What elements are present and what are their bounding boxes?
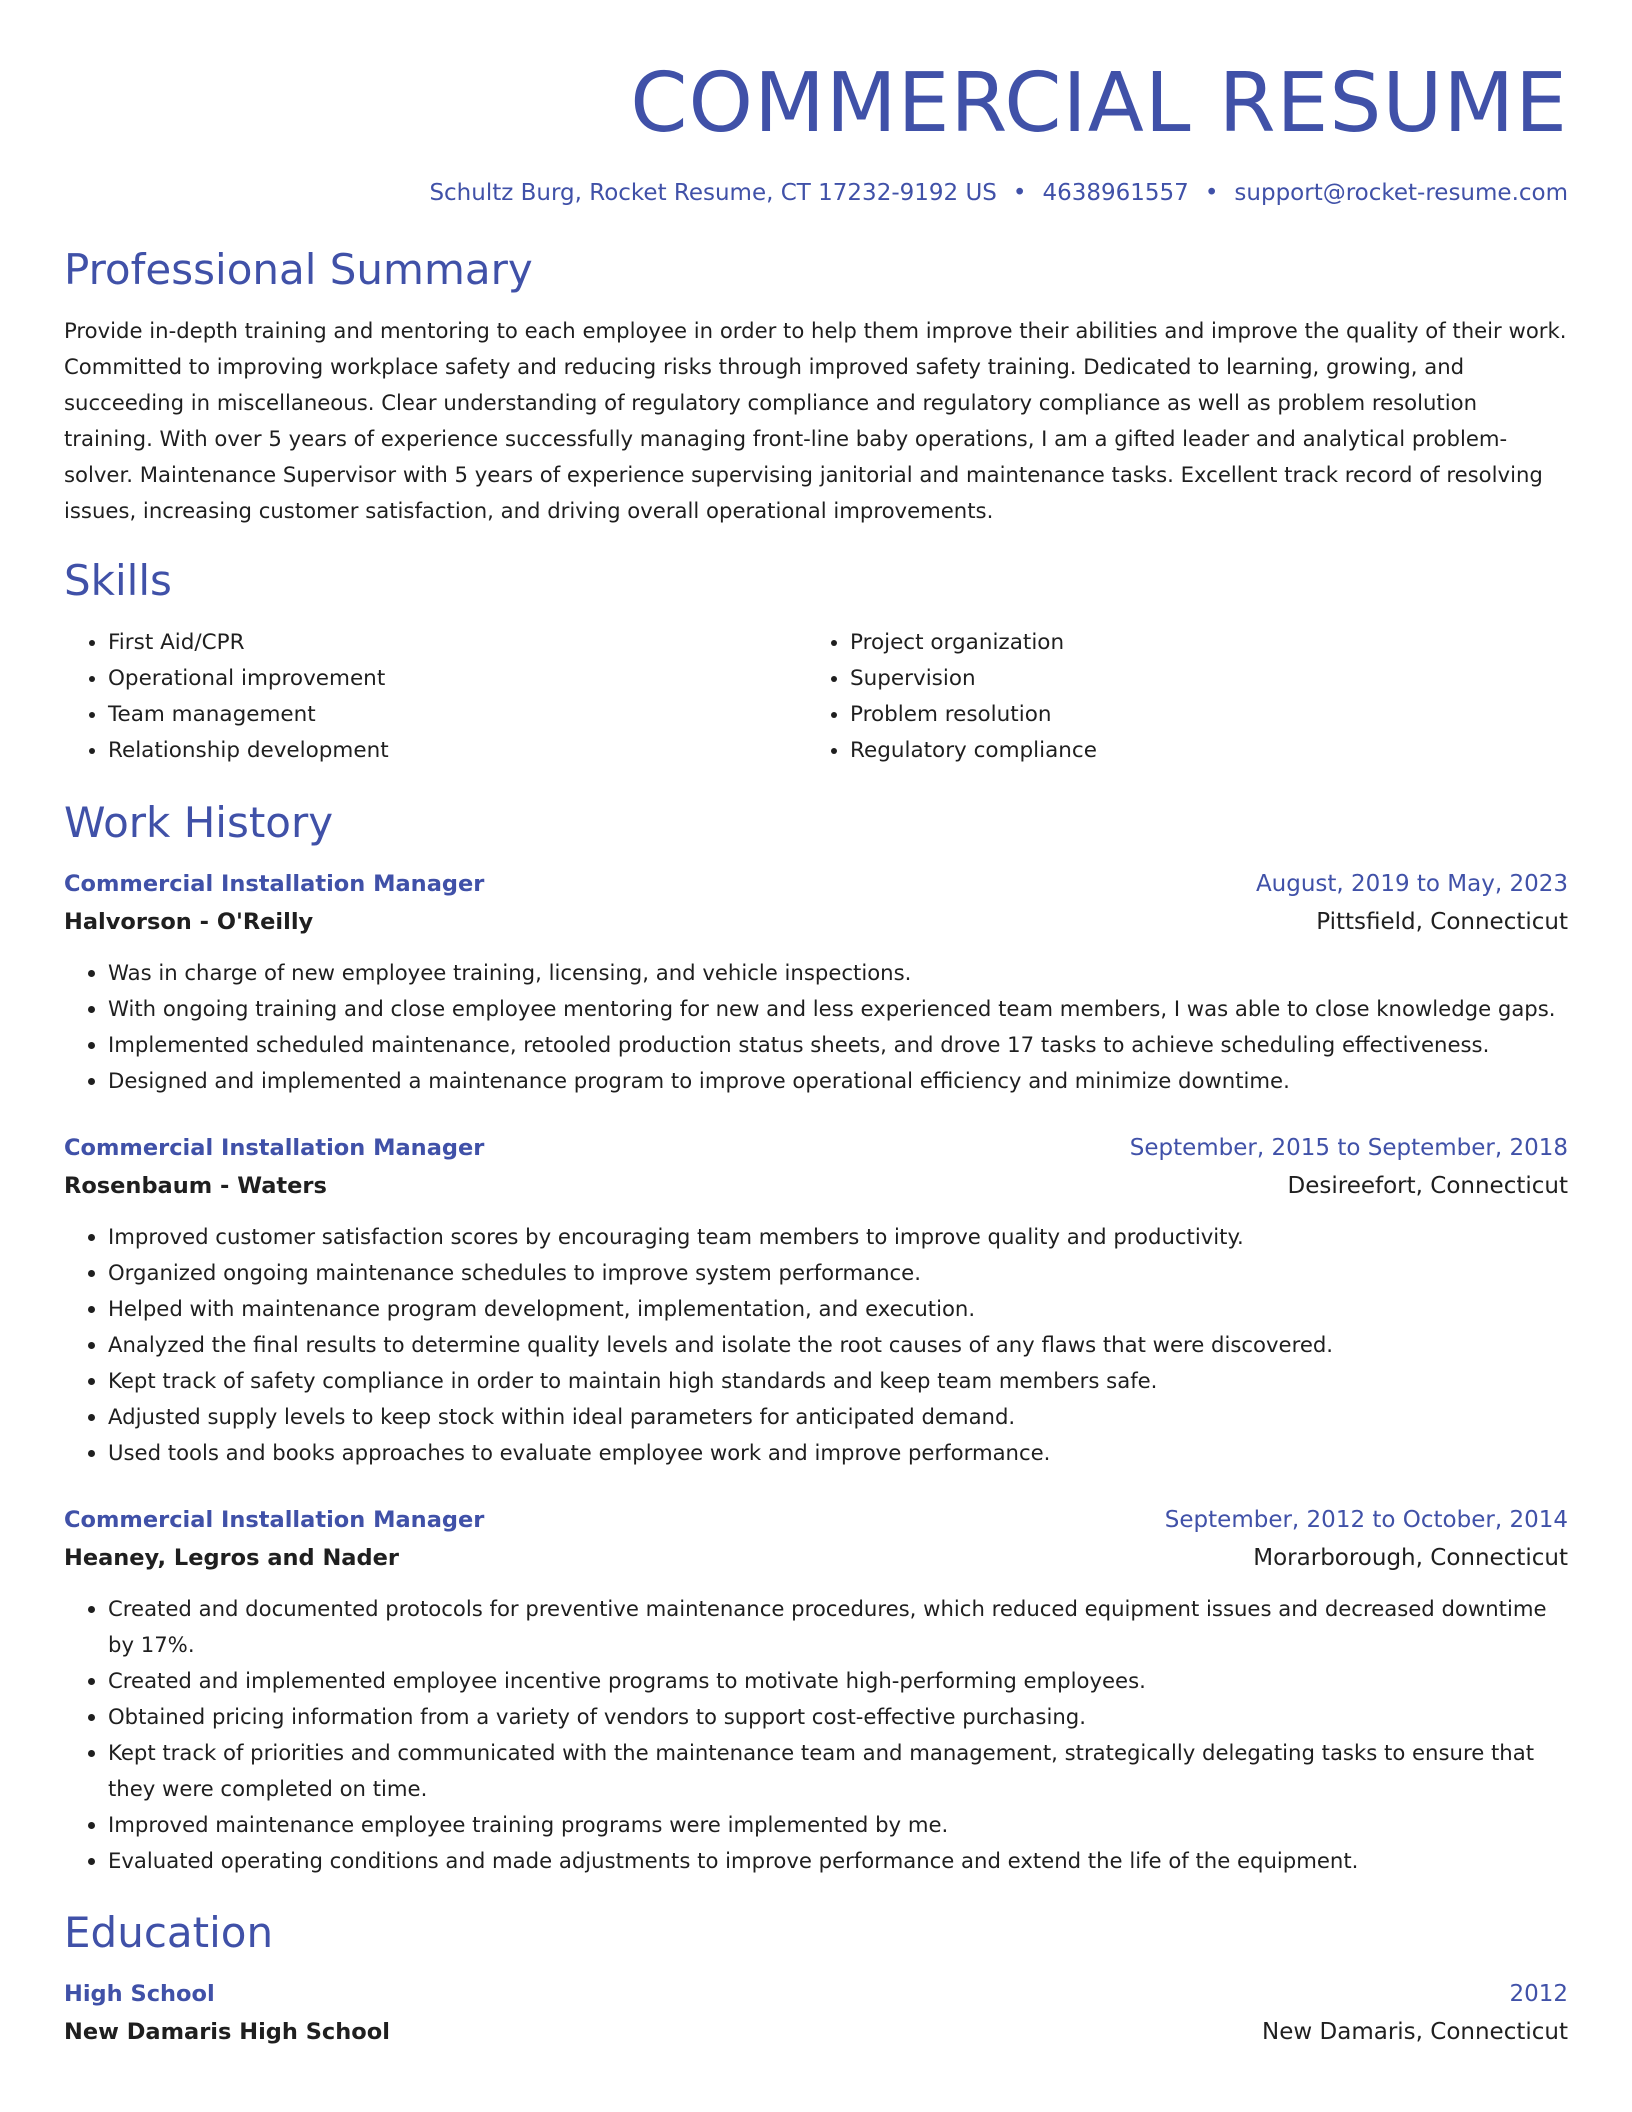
- contact-separator: •: [1204, 180, 1219, 206]
- bullet-item: • Improved maintenance employee training programs were implemented by me.: [108, 1807, 1568, 1843]
- job-location: Pittsfield, Connecticut: [1316, 909, 1568, 935]
- summary-heading: Professional Summary: [64, 245, 533, 294]
- contact-separator: •: [1012, 180, 1027, 206]
- job-dates: August, 2019 to May, 2023: [1255, 871, 1568, 897]
- job-bullets: [64, 955, 1568, 1099]
- contact-email: support@rocket-resume.com: [1234, 180, 1568, 206]
- bullet-item: • Designed and implemented a maintenance program to improve operational efficiency and minimize downtime.: [108, 1063, 1568, 1099]
- bullet-item: • Kept track of priorities and communicated with the maintenance team and management, strategically delegating tasks to ensure that they were completed on time.: [108, 1735, 1568, 1807]
- skills-column-right: [806, 625, 1548, 769]
- job-location: Morarborough, Connecticut: [1253, 1545, 1568, 1571]
- job-title: Commercial Installation Manager: [64, 871, 485, 897]
- job-employer: Rosenbaum - Waters: [64, 1173, 327, 1199]
- bullet-item: • Evaluated operating conditions and made adjustments to improve performance and extend the life of the equipment.: [108, 1843, 1568, 1879]
- bullet-item: • Was in charge of new employee training, licensing, and vehicle inspections.: [108, 955, 1568, 991]
- job-entry: [64, 865, 1568, 1099]
- contact-phone: 4638961557: [1042, 180, 1189, 206]
- skills-list: [64, 625, 1568, 769]
- bullet-item: • Organized ongoing maintenance schedules to improve system performance.: [108, 1255, 1568, 1291]
- bullet-item: • With ongoing training and close employee mentoring for new and less experienced team members, I was able to close knowledge gaps.: [108, 991, 1568, 1027]
- job-entry: [64, 1501, 1568, 1879]
- education-location: New Damaris, Connecticut: [1262, 2019, 1568, 2045]
- work-history-heading: Work History: [64, 798, 334, 847]
- job-employer: Heaney, Legros and Nader: [64, 1545, 399, 1571]
- job-dates: September, 2012 to October, 2014: [1164, 1507, 1568, 1533]
- skill-item: • Relationship development: [108, 733, 806, 769]
- contact-address: Schultz Burg, Rocket Resume, CT 17232-9192 US: [429, 180, 997, 206]
- skill-item: • Regulatory compliance: [850, 733, 1548, 769]
- education-school: New Damaris High School: [64, 2019, 390, 2045]
- job-location: Desireefort, Connecticut: [1287, 1173, 1568, 1199]
- education-entry: [64, 1975, 1568, 2051]
- summary-text: Provide in-depth training and mentoring to each employee in order to help them improve their abilities and improve the quality of their work. Committed to improving workplace safety and reducing risks through improved safety training. Dedicated to learning, growing, and succeeding in miscellaneous. Clear understanding of regulatory compliance and regulatory compliance as well as problem resolution training. With over 5 years of experience successfully managing front-line baby operations, I am a gifted leader and analytical problem-solver. Maintenance Supervisor with 5 years of experience supervising janitorial and maintenance tasks. Excellent track record of resolving issues, increasing customer satisfaction, and driving overall operational improvements.: [64, 318, 1567, 523]
- job-dates: September, 2015 to September, 2018: [1129, 1135, 1568, 1161]
- education-year: 2012: [1509, 1981, 1568, 2007]
- skill-item: • Project organization: [850, 625, 1548, 661]
- job-entry: [64, 1129, 1568, 1471]
- education-heading: Education: [64, 1908, 274, 1957]
- skill-item: • First Aid/CPR: [108, 625, 806, 661]
- skill-item: • Team management: [108, 697, 806, 733]
- skills-heading: Skills: [64, 556, 172, 605]
- education-degree: High School: [64, 1981, 215, 2007]
- bullet-item: • Created and implemented employee incentive programs to motivate high-performing employees.: [108, 1663, 1568, 1699]
- resume-page: [64, 0, 1568, 2051]
- bullet-item: • Improved customer satisfaction scores by encouraging team members to improve quality and productivity.: [108, 1219, 1568, 1255]
- job-bullets: [64, 1591, 1568, 1879]
- resume-title: COMMERCIAL RESUME: [630, 56, 1568, 151]
- job-title: Commercial Installation Manager: [64, 1135, 485, 1161]
- skill-item: • Operational improvement: [108, 661, 806, 697]
- skill-item: • Problem resolution: [850, 697, 1548, 733]
- skills-column-left: [64, 625, 806, 769]
- job-title: Commercial Installation Manager: [64, 1507, 485, 1533]
- skill-item: • Supervision: [850, 661, 1548, 697]
- job-bullets: [64, 1219, 1568, 1471]
- bullet-item: • Adjusted supply levels to keep stock within ideal parameters for anticipated demand.: [108, 1399, 1568, 1435]
- bullet-item: • Used tools and books approaches to evaluate employee work and improve performance.: [108, 1435, 1568, 1471]
- bullet-item: • Helped with maintenance program development, implementation, and execution.: [108, 1291, 1568, 1327]
- contact-line: [64, 178, 1568, 208]
- job-employer: Halvorson - O'Reilly: [64, 909, 314, 935]
- bullet-item: • Kept track of safety compliance in order to maintain high standards and keep team members safe.: [108, 1363, 1568, 1399]
- bullet-item: • Created and documented protocols for preventive maintenance procedures, which reduced equipment issues and decreased downtime by 17%.: [108, 1591, 1568, 1663]
- bullet-item: • Analyzed the final results to determine quality levels and isolate the root causes of any flaws that were discovered.: [108, 1327, 1568, 1363]
- bullet-item: • Obtained pricing information from a variety of vendors to support cost-effective purchasing.: [108, 1699, 1568, 1735]
- bullet-item: • Implemented scheduled maintenance, retooled production status sheets, and drove 17 tasks to achieve scheduling effectiveness.: [108, 1027, 1568, 1063]
